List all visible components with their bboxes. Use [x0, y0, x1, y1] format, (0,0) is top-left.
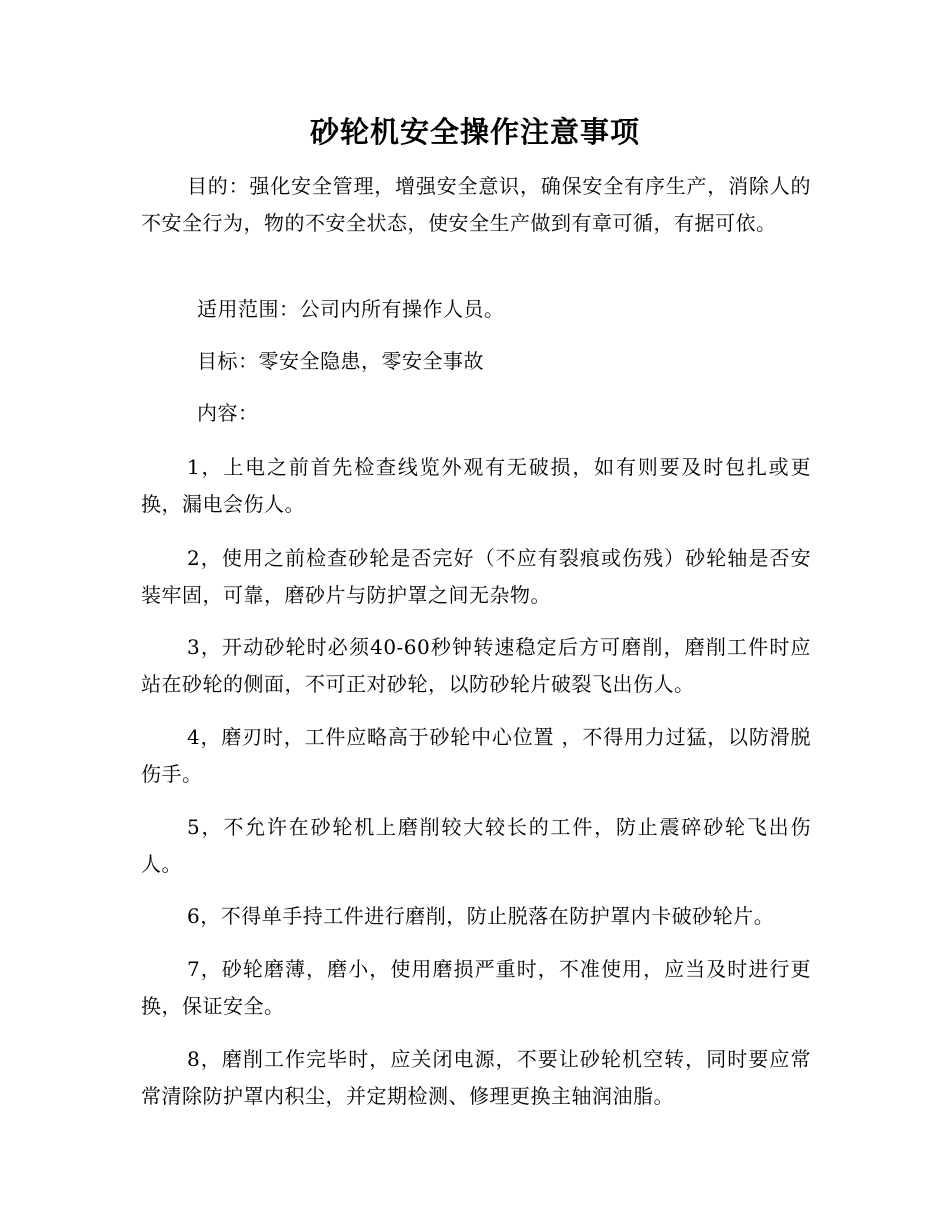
list-item: 7，砂轮磨薄，磨小，使用磨损严重时，不准使用，应当及时进行更换，保证安全。 — [141, 957, 811, 1018]
document-title: 砂轮机安全操作注意事项 — [309, 115, 640, 149]
list-item: 1，上电之前首先检查线览外观有无破损，如有则要及时包扎或更换，漏电会伤人。 — [141, 455, 811, 516]
list-item: 2，使用之前检查砂轮是否完好（不应有裂痕或伤残）砂轮轴是否安装牢固，可靠，磨砂片与防护罩之间无杂物。 — [141, 546, 811, 607]
goal-paragraph: 目标：零安全隐患，零安全事故 — [197, 349, 484, 373]
list-item: 4，磨刃时，工件应略高于砂轮中心位置 ，不得用力过猛，以防滑脱伤手。 — [141, 725, 811, 786]
list-item: 8，磨削工作完毕时，应关闭电源，不要让砂轮机空转，同时要应常常清除防护罩内积尘，并定期检测、修理更换主轴润油脂。 — [141, 1047, 811, 1108]
list-item: 3，开动砂轮时必须40-60秒钟转速稳定后方可磨削，磨削工件时应站在砂轮的侧面，不可正对砂轮，以防砂轮片破裂飞出伤人。 — [141, 635, 811, 696]
purpose-paragraph: 目的：强化安全管理，增强安全意识，确保安全有序生产，消除人的不安全行为，物的不安全状态，使安全生产做到有章可循，有据可依。 — [141, 174, 811, 235]
list-item: 5，不允许在砂轮机上磨削较大较长的工件，防止震碎砂轮飞出伤人。 — [141, 815, 811, 876]
scope-paragraph: 适用范围：公司内所有操作人员。 — [197, 297, 505, 321]
list-item: 6，不得单手持工件进行磨削，防止脱落在防护罩内卡破砂轮片。 — [187, 904, 775, 928]
content-label: 内容： — [197, 401, 259, 425]
